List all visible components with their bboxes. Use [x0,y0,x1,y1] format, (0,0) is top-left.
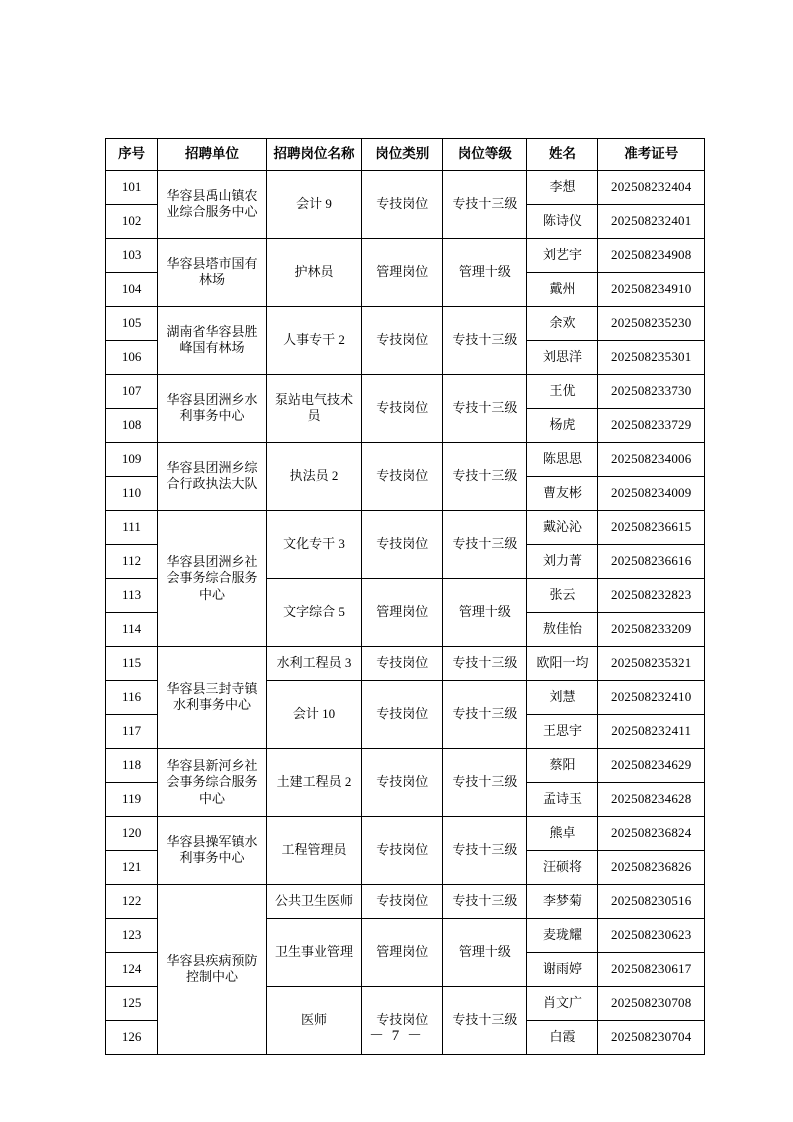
table-row [106,884,705,918]
cell-post: 人事专干 2 [266,306,361,374]
cell-unit: 华容县三封寺镇水利事务中心 [158,646,267,748]
cell-category: 管理岗位 [362,238,443,306]
cell-ticket: 202508236616 [598,544,705,578]
cell-post: 文化专干 3 [266,510,361,578]
cell-name: 谢雨婷 [527,952,598,986]
cell-seq: 107 [106,374,158,408]
table-header [106,139,705,171]
cell-seq: 110 [106,476,158,510]
cell-name: 王优 [527,374,598,408]
cell-category: 专技岗位 [362,442,443,510]
cell-post: 执法员 2 [266,442,361,510]
cell-seq: 111 [106,510,158,544]
table-row [106,510,705,544]
cell-ticket: 202508232401 [598,204,705,238]
cell-post: 护林员 [266,238,361,306]
cell-ticket: 202508236826 [598,850,705,884]
cell-ticket: 202508236824 [598,816,705,850]
cell-category: 专技岗位 [362,374,443,442]
cell-name: 汪硕将 [527,850,598,884]
cell-level: 专技十三级 [443,374,527,442]
cell-seq: 101 [106,170,158,204]
cell-ticket: 202508234006 [598,442,705,476]
cell-seq: 104 [106,272,158,306]
cell-name: 白霞 [527,1020,598,1054]
cell-name: 麦珑耀 [527,918,598,952]
cell-seq: 114 [106,612,158,646]
cell-level: 专技十三级 [443,442,527,510]
cell-seq: 123 [106,918,158,952]
cell-ticket: 202508236615 [598,510,705,544]
cell-ticket: 202508234628 [598,782,705,816]
cell-post: 卫生事业管理 [266,918,361,986]
cell-level: 专技十三级 [443,986,527,1054]
cell-ticket: 202508233209 [598,612,705,646]
cell-post: 泵站电气技术员 [266,374,361,442]
cell-seq: 121 [106,850,158,884]
cell-ticket: 202508230617 [598,952,705,986]
cell-name: 陈思思 [527,442,598,476]
cell-category: 专技岗位 [362,816,443,884]
cell-unit: 华容县塔市国有林场 [158,238,267,306]
table-row [106,170,705,204]
cell-level: 管理十级 [443,918,527,986]
cell-level: 专技十三级 [443,680,527,748]
cell-name: 孟诗玉 [527,782,598,816]
cell-category: 专技岗位 [362,306,443,374]
cell-name: 熊卓 [527,816,598,850]
cell-ticket: 202508232404 [598,170,705,204]
cell-seq: 124 [106,952,158,986]
cell-ticket: 202508230704 [598,1020,705,1054]
recruitment-roster-table [105,138,705,1055]
cell-ticket: 202508230708 [598,986,705,1020]
cell-ticket: 202508233729 [598,408,705,442]
cell-seq: 122 [106,884,158,918]
cell-seq: 115 [106,646,158,680]
table-row [106,374,705,408]
table-body [106,170,705,1054]
cell-name: 肖文广 [527,986,598,1020]
cell-seq: 112 [106,544,158,578]
table-row [106,748,705,782]
cell-name: 余欢 [527,306,598,340]
cell-category: 专技岗位 [362,680,443,748]
cell-post: 会计 9 [266,170,361,238]
cell-seq: 103 [106,238,158,272]
cell-name: 欧阳一均 [527,646,598,680]
cell-category: 专技岗位 [362,748,443,816]
cell-level: 专技十三级 [443,748,527,816]
cell-seq: 126 [106,1020,158,1054]
table-row [106,442,705,476]
cell-category: 管理岗位 [362,918,443,986]
col-header-name: 姓名 [527,139,598,171]
cell-ticket: 202508233730 [598,374,705,408]
cell-ticket: 202508235230 [598,306,705,340]
page-number: － 7 － [368,1028,424,1044]
cell-name: 张云 [527,578,598,612]
cell-name: 李想 [527,170,598,204]
cell-category: 管理岗位 [362,578,443,646]
cell-name: 陈诗仪 [527,204,598,238]
cell-seq: 109 [106,442,158,476]
table-header-row [106,139,705,171]
cell-name: 王思宇 [527,714,598,748]
cell-unit: 华容县新河乡社会事务综合服务中心 [158,748,267,816]
cell-name: 刘力菁 [527,544,598,578]
cell-unit: 华容县禹山镇农业综合服务中心 [158,170,267,238]
cell-category: 专技岗位 [362,884,443,918]
cell-unit: 华容县疾病预防控制中心 [158,884,267,1054]
cell-level: 专技十三级 [443,646,527,680]
cell-ticket: 202508234910 [598,272,705,306]
cell-category: 专技岗位 [362,646,443,680]
cell-unit: 华容县团洲乡水利事务中心 [158,374,267,442]
col-header-category: 岗位类别 [362,139,443,171]
cell-ticket: 202508234009 [598,476,705,510]
cell-post: 土建工程员 2 [266,748,361,816]
cell-seq: 106 [106,340,158,374]
cell-ticket: 202508234908 [598,238,705,272]
col-header-post: 招聘岗位名称 [266,139,361,171]
cell-post: 水利工程员 3 [266,646,361,680]
cell-seq: 120 [106,816,158,850]
cell-name: 刘艺宇 [527,238,598,272]
cell-post: 文字综合 5 [266,578,361,646]
cell-level: 专技十三级 [443,510,527,578]
cell-ticket: 202508232411 [598,714,705,748]
cell-seq: 116 [106,680,158,714]
cell-seq: 113 [106,578,158,612]
table-row [106,816,705,850]
cell-seq: 108 [106,408,158,442]
cell-seq: 118 [106,748,158,782]
cell-ticket: 202508230516 [598,884,705,918]
col-header-seq: 序号 [106,139,158,171]
cell-name: 杨虎 [527,408,598,442]
col-header-unit: 招聘单位 [158,139,267,171]
cell-unit: 华容县操军镇水利事务中心 [158,816,267,884]
cell-name: 蔡阳 [527,748,598,782]
cell-post: 工程管理员 [266,816,361,884]
cell-level: 专技十三级 [443,816,527,884]
cell-name: 李梦菊 [527,884,598,918]
cell-seq: 105 [106,306,158,340]
cell-level: 管理十级 [443,578,527,646]
cell-ticket: 202508232823 [598,578,705,612]
cell-unit: 湖南省华容县胜峰国有林场 [158,306,267,374]
cell-level: 专技十三级 [443,884,527,918]
cell-post: 公共卫生医师 [266,884,361,918]
cell-name: 刘慧 [527,680,598,714]
table-row [106,306,705,340]
cell-ticket: 202508234629 [598,748,705,782]
table-row [106,238,705,272]
cell-seq: 125 [106,986,158,1020]
cell-level: 专技十三级 [443,306,527,374]
cell-post: 医师 [266,986,361,1054]
cell-seq: 102 [106,204,158,238]
cell-seq: 119 [106,782,158,816]
cell-name: 刘思洋 [527,340,598,374]
cell-level: 专技十三级 [443,170,527,238]
col-header-level: 岗位等级 [443,139,527,171]
cell-name: 敖佳怡 [527,612,598,646]
col-header-ticket: 准考证号 [598,139,705,171]
cell-category: 专技岗位 [362,986,443,1054]
cell-name: 戴州 [527,272,598,306]
cell-unit: 华容县团洲乡综合行政执法大队 [158,442,267,510]
cell-seq: 117 [106,714,158,748]
cell-unit: 华容县团洲乡社会事务综合服务中心 [158,510,267,646]
cell-level: 管理十级 [443,238,527,306]
table-row [106,646,705,680]
cell-post: 会计 10 [266,680,361,748]
cell-ticket: 202508230623 [598,918,705,952]
cell-name: 曹友彬 [527,476,598,510]
cell-ticket: 202508235321 [598,646,705,680]
cell-category: 专技岗位 [362,510,443,578]
cell-name: 戴沁沁 [527,510,598,544]
cell-category: 专技岗位 [362,170,443,238]
cell-ticket: 202508235301 [598,340,705,374]
cell-ticket: 202508232410 [598,680,705,714]
